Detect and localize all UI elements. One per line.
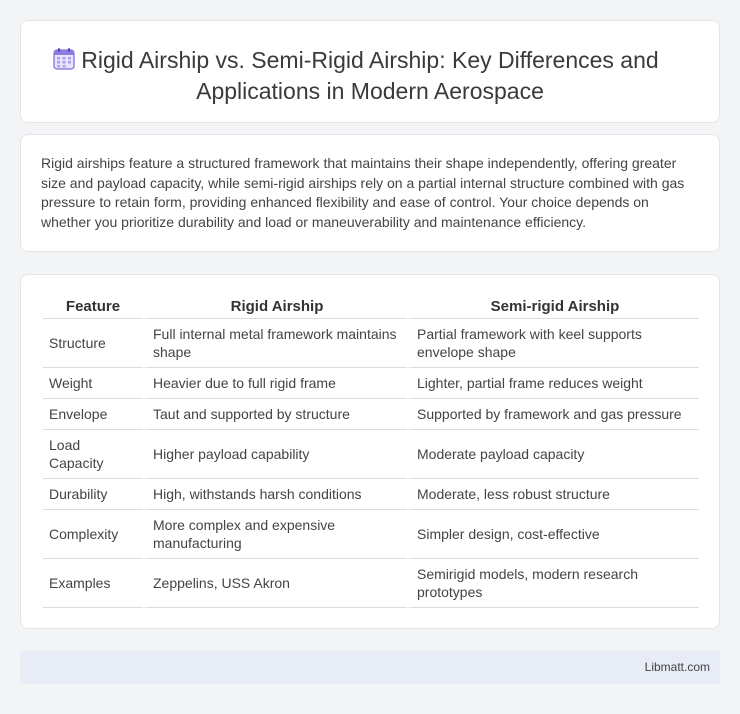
table-row: [43, 559, 699, 608]
table-row: [43, 368, 699, 399]
semi-rigid-cell: Moderate, less robust structure: [407, 479, 699, 510]
feature-cell: Load Capacity: [43, 430, 143, 479]
semi-rigid-cell: Supported by framework and gas pressure: [407, 399, 699, 430]
rigid-cell: High, withstands harsh conditions: [143, 479, 407, 510]
summary-paragraph: Rigid airships feature a structured framework that maintains their shape independently, offering greater size and payload capacity, while semi-rigid airships rely on a partial internal structure combined with gas pressure to retain form, providing enhanced flexibility and ease of control. Your choice depends on whether you prioritize durability and load or maneuverability and maintenance efficiency.: [41, 155, 685, 230]
header-rigid: Rigid Airship: [143, 293, 407, 319]
rigid-cell: More complex and expensive manufacturing: [143, 510, 407, 559]
rigid-cell: Heavier due to full rigid frame: [143, 368, 407, 399]
comparison-card: [20, 274, 720, 629]
semi-rigid-cell: Partial framework with keel supports envelope shape: [407, 319, 699, 368]
footer-bar: [20, 651, 720, 684]
footer-site-link[interactable]: Libmatt.com: [644, 660, 710, 674]
summary-card: [20, 134, 720, 252]
feature-cell: Structure: [43, 319, 143, 368]
table-row: [43, 319, 699, 368]
page-title: Rigid Airship vs. Semi-Rigid Airship: Key Differences and Applications in Modern Aerospace: [81, 47, 659, 104]
table-row: [43, 510, 699, 559]
rigid-cell: Taut and supported by structure: [143, 399, 407, 430]
feature-cell: Envelope: [43, 399, 143, 430]
table-row: [43, 399, 699, 430]
title-card: [20, 20, 720, 123]
rigid-cell: Full internal metal framework maintains shape: [143, 319, 407, 368]
semi-rigid-cell: Moderate payload capacity: [407, 430, 699, 479]
header-semi-rigid: Semi-rigid Airship: [407, 293, 699, 319]
header-feature: Feature: [43, 293, 143, 319]
semi-rigid-cell: Lighter, partial frame reduces weight: [407, 368, 699, 399]
table-row: [43, 479, 699, 510]
rigid-cell: Zeppelins, USS Akron: [143, 559, 407, 608]
table-row: [43, 430, 699, 479]
semi-rigid-cell: Simpler design, cost-effective: [407, 510, 699, 559]
rigid-cell: Higher payload capability: [143, 430, 407, 479]
feature-cell: Weight: [43, 368, 143, 399]
semi-rigid-cell: Semirigid models, modern research prototypes: [407, 559, 699, 608]
feature-cell: Durability: [43, 479, 143, 510]
table-header-row: [43, 293, 699, 319]
feature-cell: Complexity: [43, 510, 143, 559]
feature-cell: Examples: [43, 559, 143, 608]
comparison-table: [43, 293, 699, 608]
